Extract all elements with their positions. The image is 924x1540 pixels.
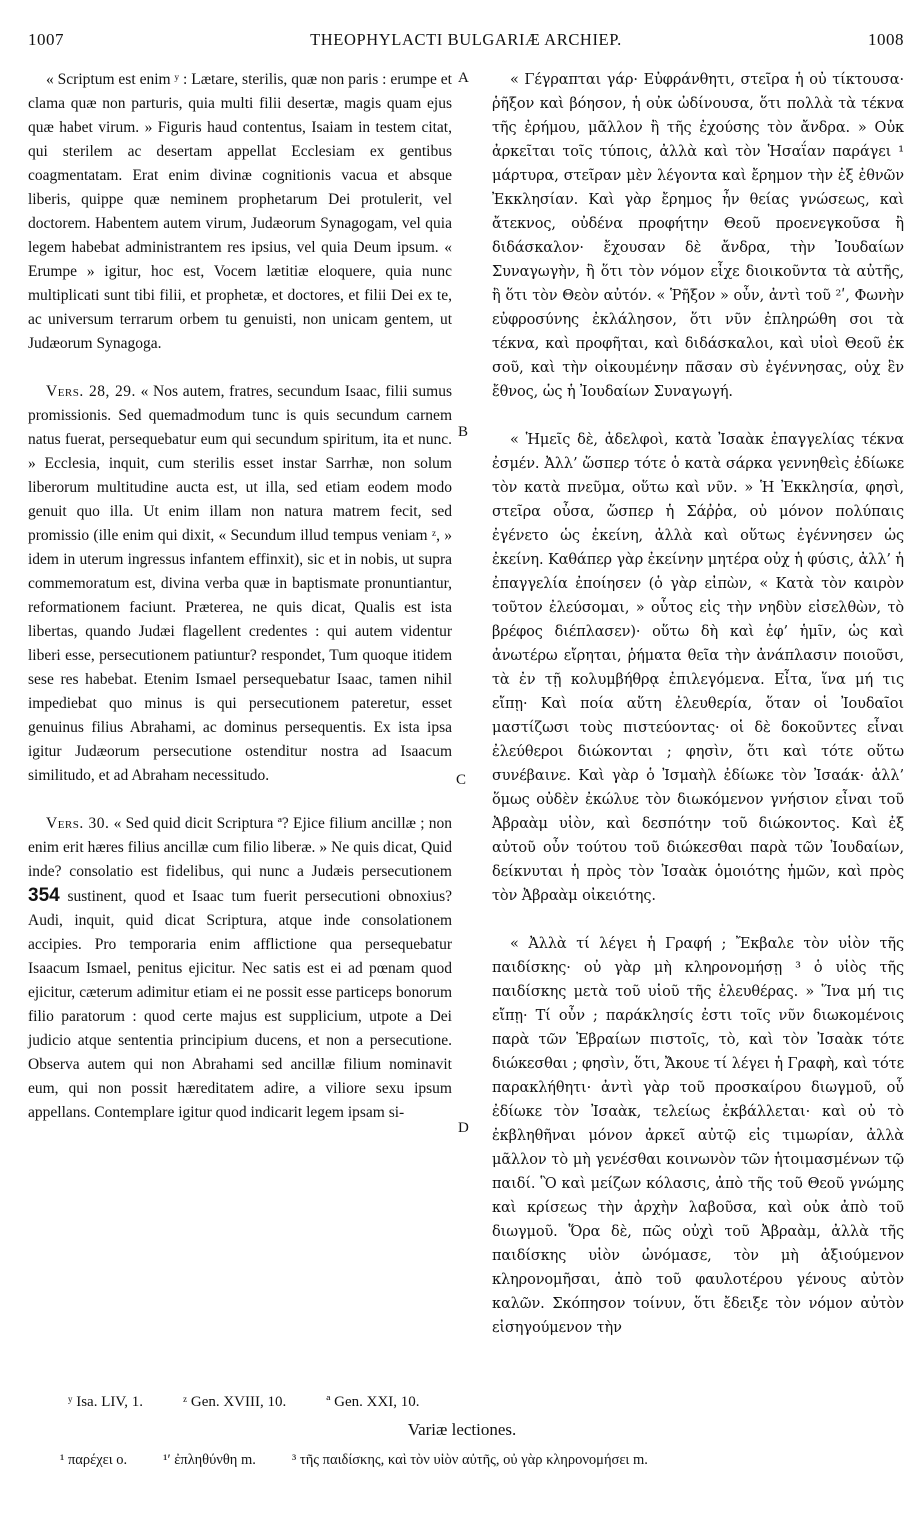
variae-lectiones xyxy=(60,1452,880,1469)
latin-paragraph-3-text-b: sustinent, quod et Isaac tum fuerit persecutioni obnoxius? Audi, inquit, quid dicat Scriptura, atque inde consolationem accipies. Pro temporaria enim afflictione qua persequebatur Isaacum Ismael, penitus ejicitur. Nec satis est ei ad pœnam quod ejicitur, cæterum adimitur etiam ei ne possit esse particeps bonorum filio paratorum : quod certe majus est supplicium, utpote a Dei judicio atque sententia principium ducens, et non a persecutione. Observa autem qui non Abrahami sed ancillæ filium nominavit eum, qui non possit hæreditatem adire, a viliore sexu ipsum appellans. Contemplare igitur quod indicarit legem ipsam si- xyxy=(28,888,452,1121)
footnote-z: ᶻ Gen. XVIII, 10. xyxy=(183,1394,287,1410)
latin-paragraph-3-text-a: « Sed quid dicit Scriptura ª? Ejice filium ancillæ ; non enim erit hæres filius ancillæ cum filio liberæ. » Ne quis dicat, Quid inde? consolatio est fidelibus, qui nunc a Judæis persecutionem xyxy=(28,815,452,880)
footnotes xyxy=(68,1394,420,1411)
footnote-a: ª Gen. XXI, 10. xyxy=(326,1394,420,1410)
latin-paragraph-2-text: « Nos autem, fratres, secundum Isaac, filii sumus promissionis. Sed quemadmodum tunc is quis secundum carnem natus fuerat, persequebatur eum qui secundum spiritum, ita et nunc. » Ecclesia, inquit, cum sterilis esset instar Sarrhæ, non solum liberorum multitudine aucta est, ut illa, sed etiam eodem modo genuit quo illa. Ut enim illam non natura matrem fecit, sed promissio (ille enim qui dixit, « Secundum illud tempus veniam ᶻ, » idem in uterum ingressus infantem effinxit), sic et in nobis, ut supra commemoratum est, divina verba quæ in baptismate pronuntiantur, reformationem faciunt. Præterea, ne quis dicat, Qualis est ista libertas, quando Judæi flagellent credentes : qui autem videntur liberi esse, persecutionem patiuntur? respondet, Tum quoque itidem sese res habebat. Etenim Ismael persequebatur Isaac, tamen nihil impediebat quo minus is qui persecutionem pateretur, esset genuinus filius Abrahami, ac dominus persequentis. Ex ista ipsa igitur Judæorum persecutione ostenditur nostra ad Isaacum similitudo, et ad Abraham necessitudo. xyxy=(28,383,452,784)
variant-1: ¹ παρέχει o. xyxy=(60,1452,128,1468)
verse-reference: Vers. 28, 29. xyxy=(46,383,136,400)
greek-paragraph-2: « Ἡμεῖς δὲ, ἀδελφοὶ, κατὰ Ἰσαὰκ ἐπαγγελίας τέκνα ἐσμέν. Ἀλλ’ ὥσπερ τότε ὁ κατὰ σάρκα γεννηθεὶς ἐδίωκε τὸν κατὰ πνεῦμα, οὕτω καὶ νῦν. » Ἡ Ἐκκλησία, φησὶ, στεῖρα οὖσα, ὥσπερ ἡ Σάῤῥα, οὐ μόνον πολύπαις ἐγένετο ὡς ἐκείνη, ἀλλὰ καὶ οὕτως ἐγέννησεν ὡς ἐκείνη. Καθάπερ γὰρ ἐκείνην μητέρα οὐχ ἡ φύσις, ἀλλ’ ἡ ἐπαγγελία ἐποίησεν (ὁ γὰρ εἰπὼν, « Κατὰ τὸν καιρὸν τοῦτον ἐλεύσομαι, » οὗτος εἰς τὴν νηδὺν εἰσελθὼν, τὸ βρέφος διέπλασεν)· οὕτω δὴ καὶ ἐφ’ ἡμῖν, ὡς καὶ ἀνωτέρω εἴρηται, ῥήματα θεῖα τὴν ἀνάπλασιν ποιοῦσι, τὰ ἐν τῇ κολυμβήθρᾳ ἐπιλεγόμενα. Εἶτα, ἵνα μή τις εἴπῃ· Καὶ ποία αὕτη ἐλευθερία, ὅταν οἱ Ἰουδαῖοι μαστίζωσι τοὺς πιστεύοντας· οἱ δὲ δοκοῦντες εἶναι ἐλεύθεροι διώκονται ; φησὶν, ὅτι καὶ τότε οὕτω συνέβαινε. Καὶ γὰρ ὁ Ἰσμαὴλ ἐδίωκε τὸν Ἰσαάκ· ἀλλ’ ὅμως οὐδὲν ἐκώλυε τὸν διωκόμενον γνήσιον εἶναι τοῦ Ἀβραὰμ υἱὸν, καὶ δεσπότην τοῦ διώκοντος. Καὶ ἐξ αὐτοῦ οὖν τούτου τοῦ διώκεσθαι παρὰ τῶν Ἰουδαίων, δείκνυται ἡ πρὸς τὸν Ἰσαὰκ ὁμοιότης ἡμῶν, καὶ πρὸς τὸν Ἀβραὰμ οἰκειότης. xyxy=(492,432,905,904)
section-marker-b: B xyxy=(458,424,469,440)
latin-paragraph-1: « Scriptum est enim ʸ : Lætare, sterilis, quæ non paris : erumpe et clama quæ non parturis, quia multi filii desertæ, magis quam ejus quæ habet virum. » Figuris haud contentus, Isaiam in testem citat, qui sterilem ac desertam appellat Ecclesiam ex gentibus coagmentatam. Erat enim divinæ cognitionis vacua et absque liberis, quippe quæ neminem prophetarum Dei protulerit, vel doctorem. Habentem autem virum, Judæorum Synagogam, vel quia legem habebat administrantem res ipsius, vel quia Deum ipsum. « Erumpe » igitur, hoc est, Vocem lætitiæ eloquere, quia nunc multiplicati sunt tibi filii, et prophetæ, et doctores, et filii Dei ex te, ac universum terrarum orbem tu genuisti, non unicam gentem, ut Judæorum Synagoga. xyxy=(28,71,452,352)
section-marker-d: D xyxy=(458,1120,469,1136)
latin-paragraph-3 xyxy=(28,812,452,1125)
verse-reference: Vers. 30. xyxy=(46,815,110,832)
section-marker-c: C xyxy=(456,772,467,788)
variae-lectiones-heading: Variæ lectiones. xyxy=(407,1420,517,1439)
greek-paragraph-1: « Γέγραπται γάρ· Εὐφράνθητι, στεῖρα ἡ οὐ τίκτουσα· ῥῆξον καὶ βόησον, ἡ οὐκ ὠδίνουσα, ὅτι πολλὰ τὰ τέκνα τῆς ἐρήμου, μᾶλλον ἢ τῆς ἐχούσης τὸν ἄνδρα. » Οὐκ ἀρκεῖται τοῖς τύποις, ἀλλὰ καὶ τὸν Ἡσαΐαν παράγει ¹ μάρτυρα, στεῖραν μὲν λέγοντα καὶ ἔρημον τὴν ἐξ ἐθνῶν Ἐκκλησίαν. Καὶ γὰρ ἔρημος ἦν θείας γνώσεως, καὶ ἄτεκνος, οὐδένα προφήτην Θεοῦ προενεγκοῦσα ἢ διδάσκαλον· ἔχουσαν δὲ ἄνδρα, τὴν Ἰουδαίων Συναγωγὴν, ἢ ὅτι τὸν νόμον εἶχε διοικοῦντα τὰ αὐτῆς, ἢ ὅτι τὸν Θεὸν αὐτόν. « Ῥῆξον » οὖν, ἀντὶ τοῦ ²ʹ, Φωνὴν εὐφροσύνης ἐκλάλησον, ὅτι νῦν ἐπληρώθη σοι τὰ τέκνα, καὶ προφῆται, καὶ διδάσκαλοι, καὶ υἱοὶ Θεοῦ ἐκ σοῦ, καὶ τὴν οἰκουμένην πᾶσαν σὺ ἐγέννησας, οὐχ ἓν ἔθνος, ὡς ἡ Ἰουδαίων Συναγωγή. xyxy=(492,72,904,400)
latin-column xyxy=(28,68,452,1125)
right-page-number: 1008 xyxy=(868,30,904,49)
footnote-y: ʸ Isa. LIV, 1. xyxy=(68,1394,143,1410)
column-number: 354 xyxy=(28,885,60,906)
section-marker-a: A xyxy=(458,70,469,86)
left-page-number: 1007 xyxy=(28,30,64,49)
variant-3: ³ τῆς παιδίσκης, καὶ τὸν υἱὸν αὐτῆς, οὐ γὰρ κληρονομήσει m. xyxy=(291,1452,648,1468)
greek-column xyxy=(492,68,904,1340)
variant-2: ¹ʹ ἐπληθύνθη m. xyxy=(163,1452,256,1468)
latin-paragraph-2 xyxy=(28,380,452,788)
greek-paragraph-3: « Ἀλλὰ τί λέγει ἡ Γραφή ; Ἔκβαλε τὸν υἱὸν τῆς παιδίσκης· οὐ γὰρ μὴ κληρονομήσῃ ³ ὁ υἱὸς τῆς παιδίσκης μετὰ τοῦ υἱοῦ τῆς ἐλευθέρας. » Ἵνα μή τις εἴπῃ· Τί οὖν ; παράκλησίς ἐστι τοῖς νῦν διωκομένοις παρὰ τῶν Ἑβραίων πιστοῖς, τὸ, καὶ τὸν Ἰσαὰκ τότε διώκεσθαι ; φησὶν, ὅτι, Ἄκουε τί λέγει ἡ Γραφὴ, καὶ τότε παρακλήθητι· ἀντὶ γὰρ τοῦ προσκαίρου διωγμοῦ, οὗ ἐδίωκε τὸν Ἰσαὰκ, τελείως ἐκβάλλεται· καὶ οὐ τὸ ἐκβληθῆναι μόνον ἀρκεῖ αὐτῷ εἰς τιμωρίαν, ἀλλὰ μᾶλλον τὸ μὴ γενέσθαι κοινωνὸν τῶν ἡτοιμασμένων τῷ παιδί. Ὃ καὶ μείζων κόλασις, ἀπὸ τῆς τοῦ Θεοῦ γνώμης καὶ κρίσεως τὴν ἀρχὴν λαβοῦσα, καὶ οὐκ ἀπὸ τοῦ διωγμοῦ. Ὅρα δὲ, πῶς οὐχὶ τοῦ Ἀβραὰμ, ἀλλὰ τῆς παιδίσκης υἱὸν ὠνόμασε, τὸν μὴ ἀξιούμενον κληρονομῆσαι, ἀπὸ τοῦ φαυλοτέρου γένους αὐτὸν καλῶν. Σκόπησον τοίνυν, ὅτι ἔδειξε τὸν νόμον αὐτὸν εἰσηγούμενον τὴν xyxy=(492,936,904,1336)
page-header xyxy=(28,30,904,58)
running-title: THEOPHYLACTI BULGARIÆ ARCHIEP. xyxy=(310,30,622,49)
